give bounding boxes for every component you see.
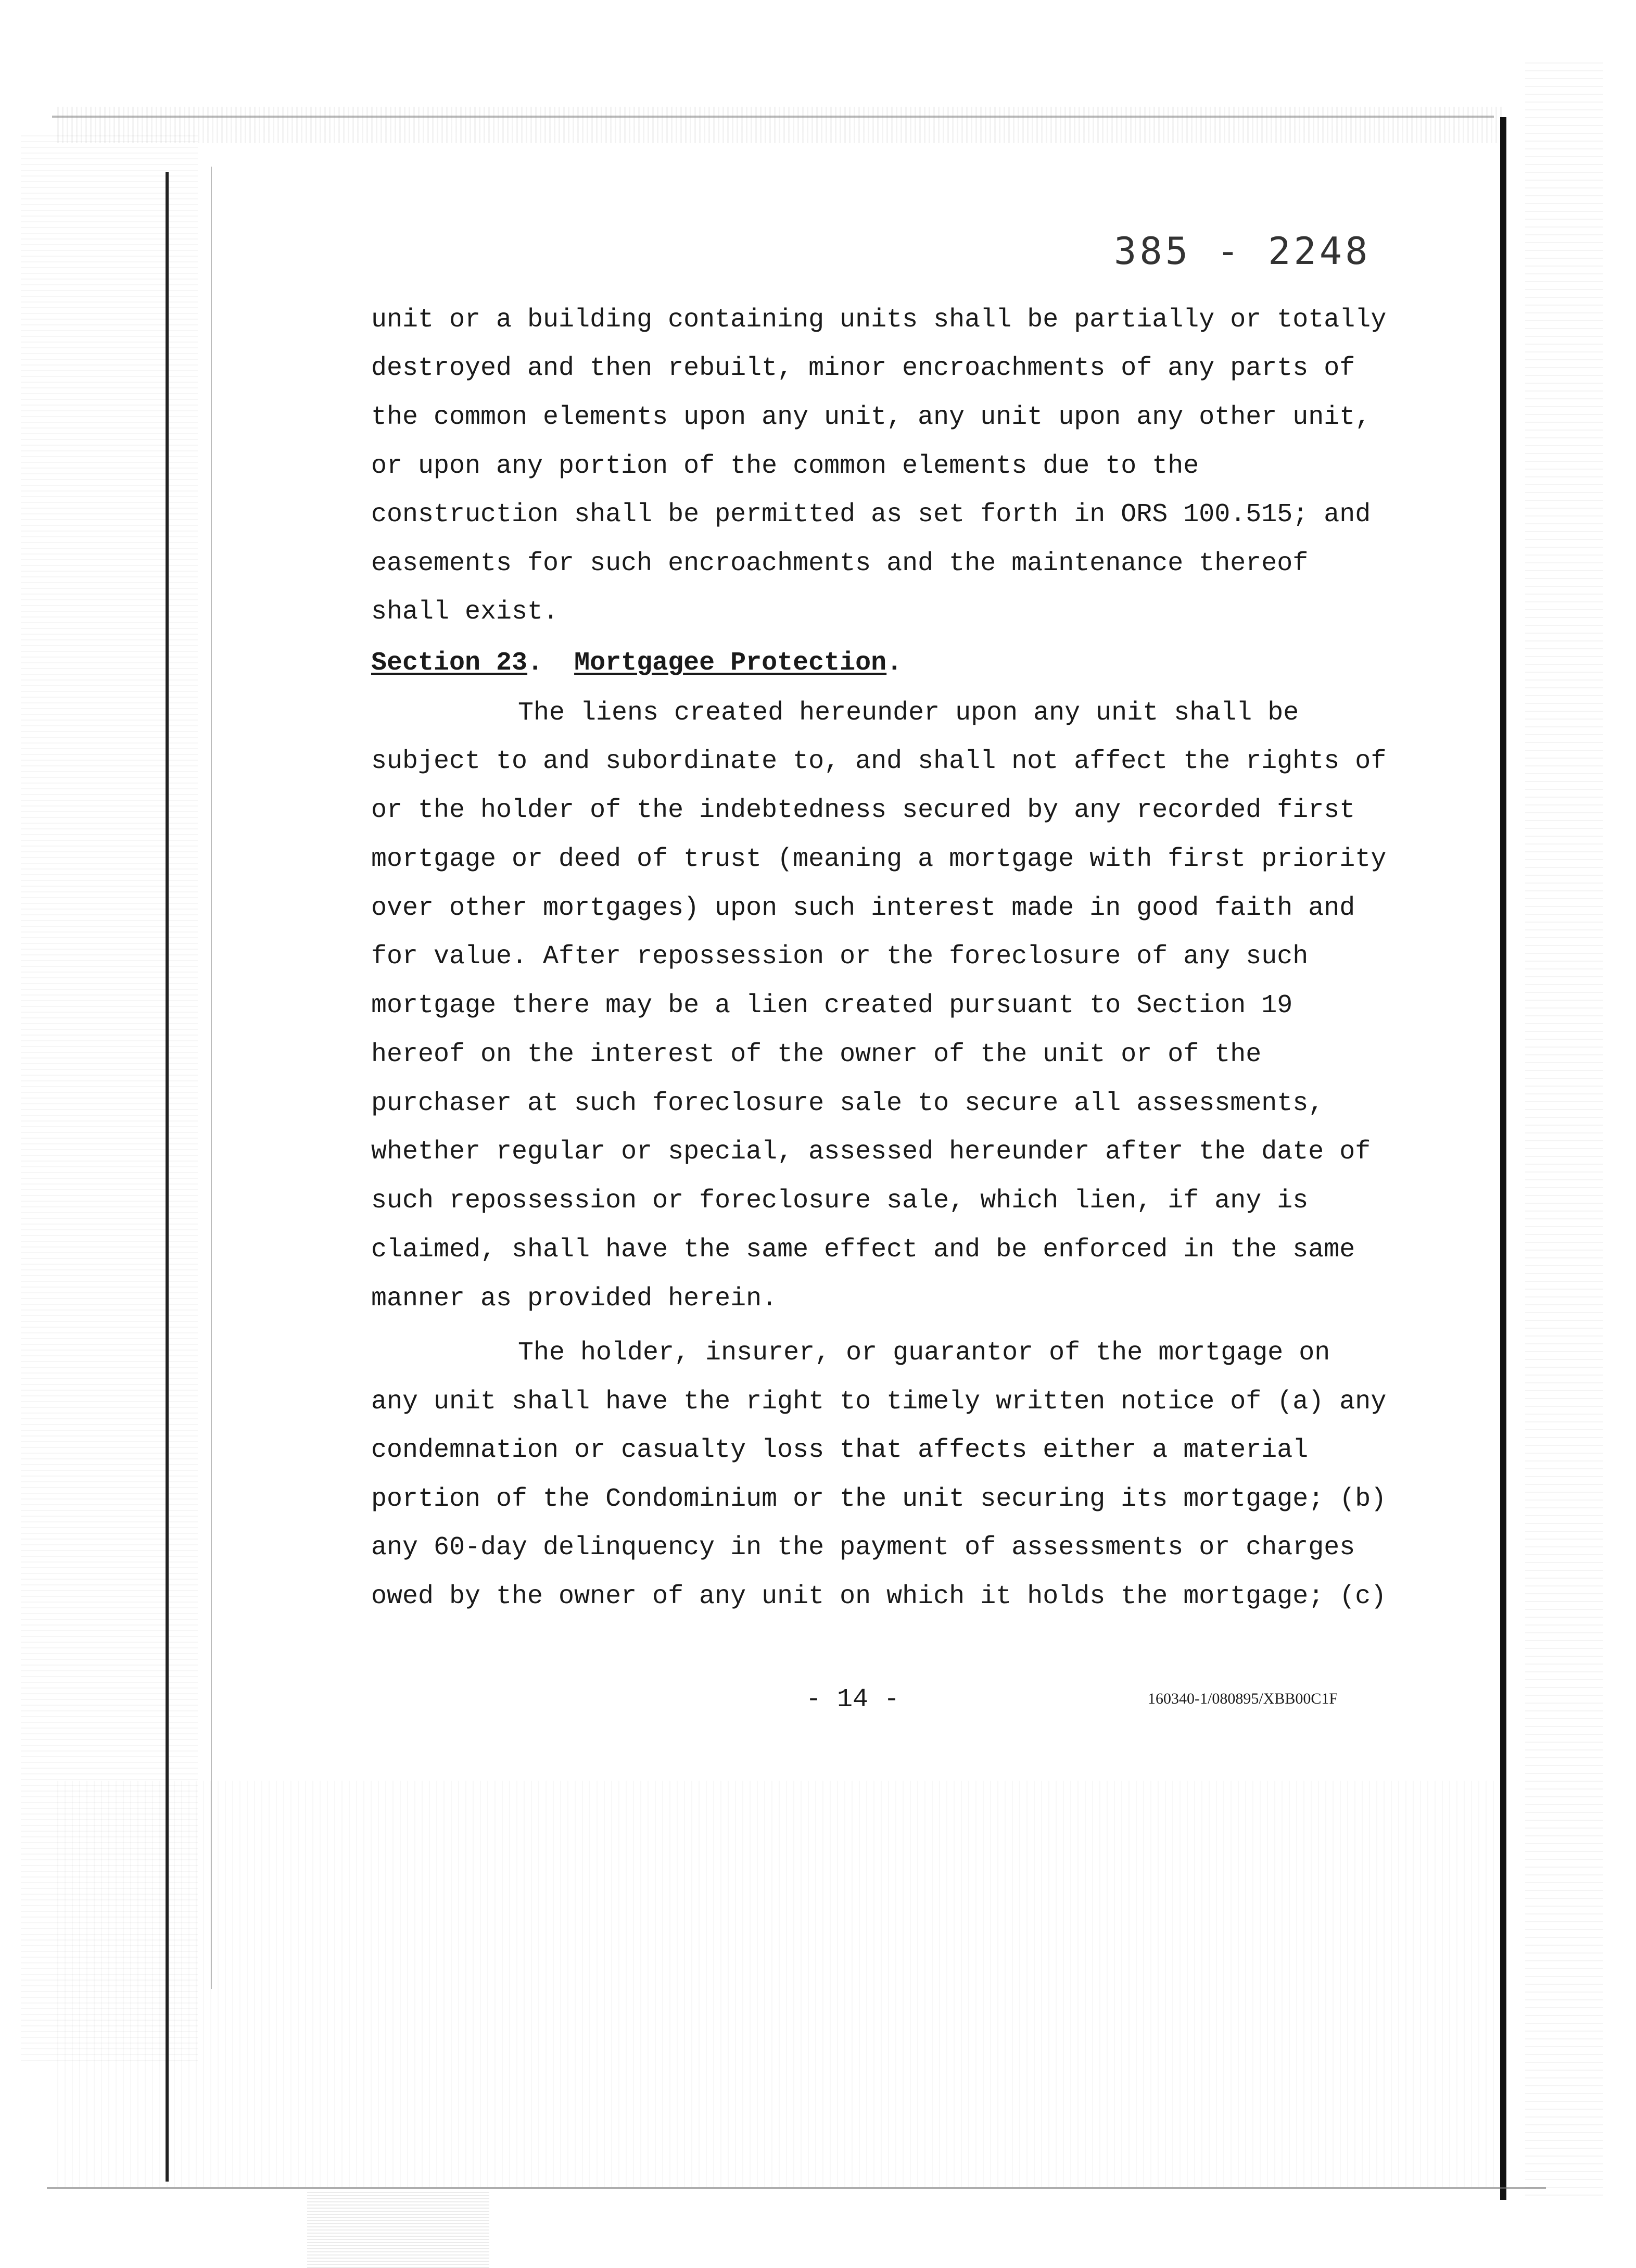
body-line: mortgage there may be a lien created pursuant to Section 19 bbox=[371, 991, 1293, 1020]
scan-noise-left bbox=[21, 135, 198, 2062]
book-page-number: 385 - 2248 bbox=[1114, 229, 1371, 273]
scan-noise-bottom bbox=[57, 1781, 1504, 2187]
body-line: unit or a building containing units shall be partially or totally bbox=[371, 305, 1387, 335]
body-line: for value. After repossession or the foreclosure of any such bbox=[371, 942, 1309, 972]
body-line: any unit shall have the right to timely written notice of (a) any bbox=[371, 1387, 1387, 1417]
body-line: destroyed and then rebuilt, minor encroachments of any parts of bbox=[371, 354, 1355, 383]
scan-edge-left-faint bbox=[211, 167, 212, 1989]
body-line: the common elements upon any unit, any unit upon any other unit, bbox=[371, 402, 1371, 432]
scan-noise-top bbox=[57, 107, 1504, 143]
scan-edge-bottom bbox=[47, 2187, 1546, 2189]
body-line: subject to and subordinate to, and shall not affect the rights of bbox=[371, 747, 1387, 776]
scan-edge-top bbox=[52, 116, 1494, 118]
body-line: manner as provided herein. bbox=[371, 1284, 778, 1314]
body-line: shall exist. bbox=[371, 597, 559, 627]
footer-document-code: 160340-1/080895/XBB00C1F bbox=[1148, 1690, 1338, 1707]
scan-noise-right bbox=[1525, 62, 1603, 2197]
body-line: such repossession or foreclosure sale, which lien, if any is bbox=[371, 1186, 1309, 1216]
body-line: The liens created hereunder upon any unit shall be bbox=[518, 698, 1299, 728]
body-line: any 60-day delinquency in the payment of assessments or charges bbox=[371, 1533, 1355, 1563]
body-line: claimed, shall have the same effect and be enforced in the same bbox=[371, 1235, 1355, 1265]
body-line: The holder, insurer, or guarantor of the mortgage on bbox=[518, 1338, 1330, 1368]
body-line: easements for such encroachments and the maintenance thereof bbox=[371, 549, 1309, 578]
section-number: Section 23 bbox=[371, 648, 528, 678]
body-line: construction shall be permitted as set forth in ORS 100.515; and bbox=[371, 500, 1371, 530]
body-line: condemnation or casualty loss that affects either a material bbox=[371, 1435, 1309, 1465]
body-line: or upon any portion of the common elements due to the bbox=[371, 451, 1199, 481]
body-line: or the holder of the indebtedness secured by any recorded first bbox=[371, 796, 1355, 825]
body-line: owed by the owner of any unit on which it holds the mortgage; (c) bbox=[371, 1582, 1387, 1611]
section-heading: Section 23. Mortgagee Protection. bbox=[371, 648, 903, 678]
section-title: Mortgagee Protection bbox=[574, 648, 887, 678]
body-line: hereof on the interest of the owner of the unit or of the bbox=[371, 1040, 1262, 1069]
footer-page-number: - 14 - bbox=[806, 1685, 900, 1715]
body-line: whether regular or special, assessed hereunder after the date of bbox=[371, 1137, 1371, 1167]
scan-noise-bottom-stub bbox=[307, 2192, 489, 2268]
body-line: purchaser at such foreclosure sale to secure all assessments, bbox=[371, 1089, 1324, 1118]
body-line: portion of the Condominium or the unit securing its mortgage; (b) bbox=[371, 1484, 1387, 1514]
body-line: over other mortgages) upon such interest made in good faith and bbox=[371, 893, 1355, 923]
body-line: mortgage or deed of trust (meaning a mortgage with first priority bbox=[371, 845, 1387, 874]
